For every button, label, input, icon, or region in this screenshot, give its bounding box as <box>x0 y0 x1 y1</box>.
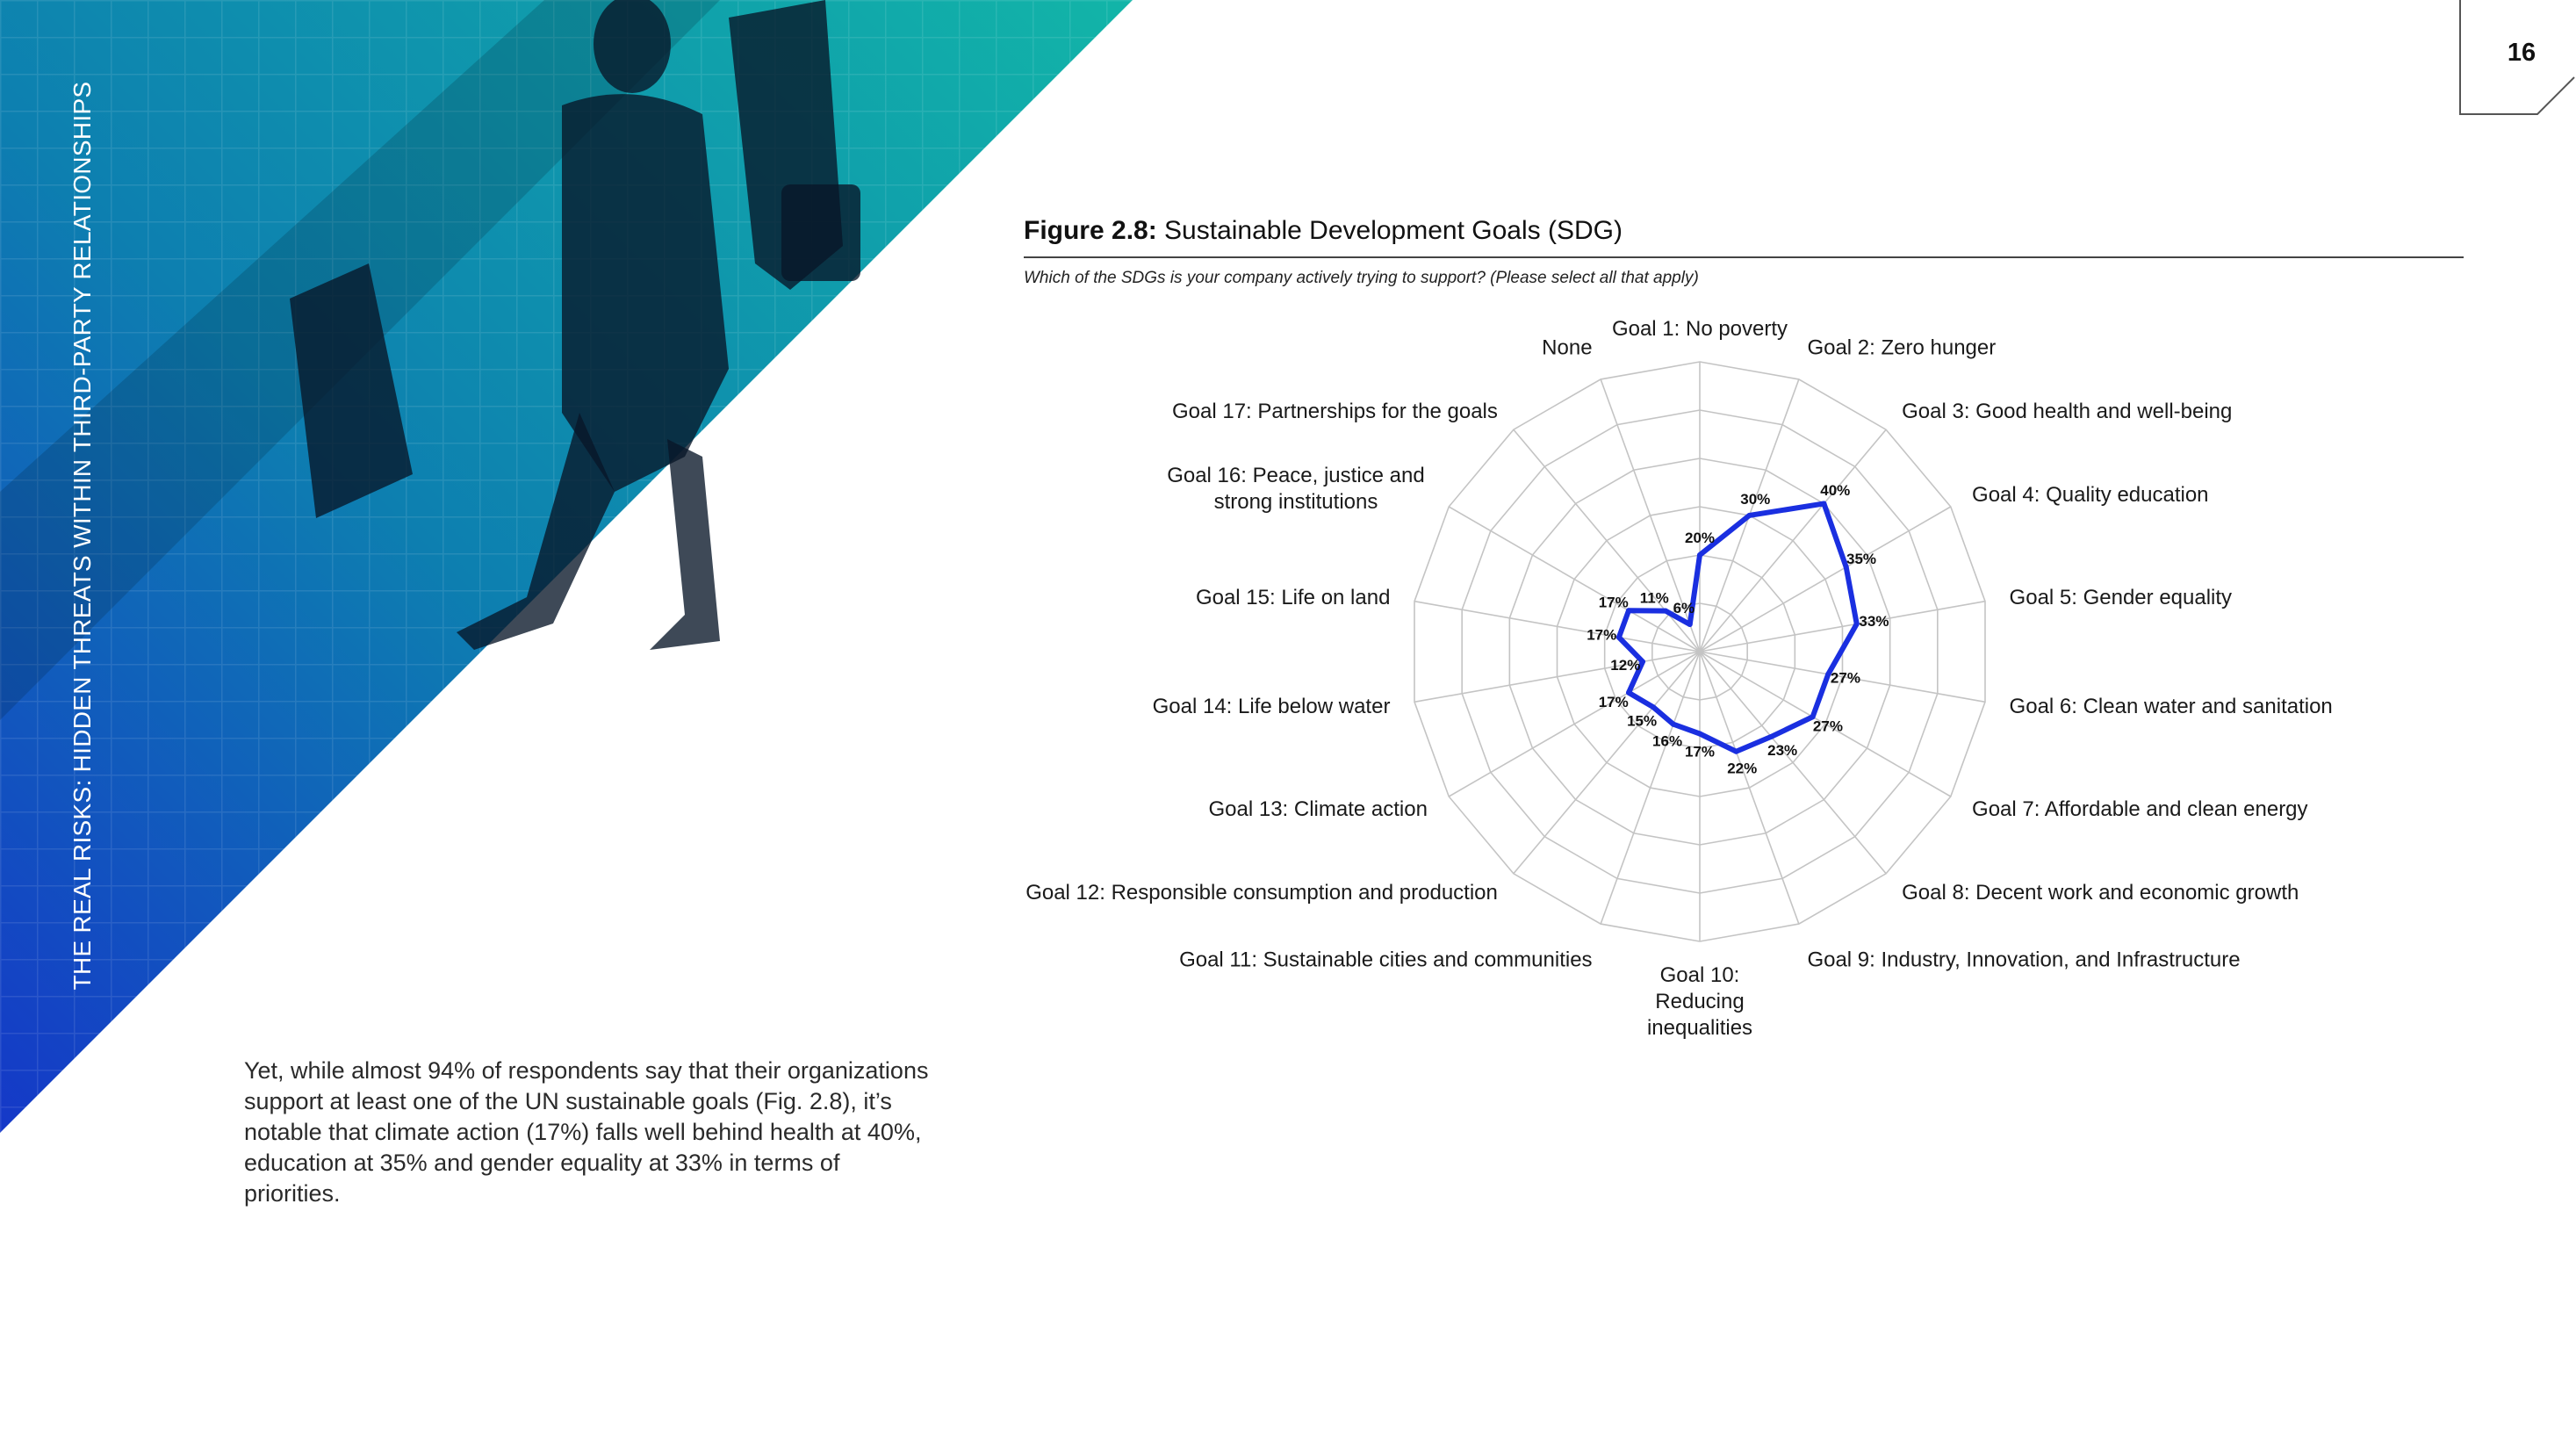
value-label: 35% <box>1846 550 1877 567</box>
figure-title-rule <box>1024 256 2464 258</box>
category-label: Goal 12: Responsible consumption and production <box>1025 881 1498 905</box>
category-label: Goal 10: Reducing inequalities <box>1646 963 1753 1040</box>
category-label: Goal 5: Gender equality <box>2009 585 2233 609</box>
data-point <box>1746 513 1752 518</box>
value-label: 27% <box>1812 717 1843 735</box>
section-side-title: THE REAL RISKS: HIDDEN THREATS WITHIN THIRD-PARTY RELATIONSHIPS <box>68 81 96 991</box>
data-point <box>1733 749 1738 754</box>
category-label: None <box>1542 335 1593 360</box>
value-label: 15% <box>1627 712 1658 730</box>
grid-spoke <box>1598 652 1700 924</box>
value-label: 22% <box>1727 760 1758 777</box>
figure-title <box>1024 216 1623 246</box>
category-label: Goal 13: Climate action <box>1208 797 1428 821</box>
category-label: Goal 2: Zero hunger <box>1807 335 1997 360</box>
body-paragraph: Yet, while almost 94% of respondents say that their organizations support at least one of the UN sustainable goals (Fig. 2.8), it’s notable that climate action (17%) falls well behind health at 40%, education at 35% and gender equality at 33% in terms of priorities. <box>244 1057 929 1207</box>
value-label: 17% <box>1684 743 1716 761</box>
data-point <box>1616 635 1622 640</box>
category-label: Goal 7: Affordable and clean energy <box>1972 797 2308 821</box>
data-point <box>1697 732 1702 737</box>
value-label: 6% <box>1673 600 1695 617</box>
value-label: 23% <box>1767 742 1798 760</box>
value-label: 17% <box>1598 594 1629 611</box>
value-label: 17% <box>1598 693 1629 710</box>
category-label: Goal 8: Decent work and economic growth <box>1902 881 2299 905</box>
category-label: Goal 3: Good health and well-being <box>1902 399 2233 423</box>
figure-label: Figure 2.8: <box>1024 216 1157 245</box>
value-label: 33% <box>1859 613 1889 631</box>
value-label: 12% <box>1610 656 1641 674</box>
category-label: Goal 17: Partnerships for the goals <box>1172 399 1498 423</box>
value-label: 17% <box>1587 626 1617 644</box>
category-label: Goal 16: Peace, justice and strong institutions <box>1167 464 1425 514</box>
data-point <box>1663 609 1668 614</box>
data-point <box>1697 552 1702 558</box>
data-point <box>1821 501 1826 506</box>
value-label: 11% <box>1639 589 1669 607</box>
category-label: Goal 15: Life on land <box>1195 585 1391 609</box>
category-label: Goal 11: Sustainable cities and communities <box>1179 948 1593 972</box>
value-label: 40% <box>1820 482 1851 500</box>
figure-title-text: Sustainable Development Goals (SDG) <box>1164 216 1623 245</box>
value-label: 27% <box>1830 669 1860 687</box>
category-label: Goal 14: Life below water <box>1152 695 1391 719</box>
data-point <box>1768 734 1774 739</box>
grid-spoke <box>1700 652 1799 924</box>
page-number: 16 <box>2507 39 2536 67</box>
data-point <box>1651 704 1656 710</box>
data-point <box>1640 659 1645 664</box>
category-label: Goal 9: Industry, Innovation, and Infrastructure <box>1807 948 2241 972</box>
category-label: Goal 4: Quality education <box>1972 483 2209 507</box>
data-point <box>1687 622 1693 627</box>
data-point <box>1671 722 1676 727</box>
category-label: Goal 6: Clean water and sanitation <box>2009 695 2333 719</box>
value-label: 30% <box>1740 491 1771 508</box>
sdg-radar-chart <box>966 299 2441 1071</box>
figure-question: Which of the SDGs is your company actively trying to support? (Please select all that apply) <box>1024 269 1699 287</box>
category-label: Goal 1: No poverty <box>1611 317 1788 341</box>
value-label: 20% <box>1684 530 1716 546</box>
value-label: 16% <box>1652 732 1683 750</box>
